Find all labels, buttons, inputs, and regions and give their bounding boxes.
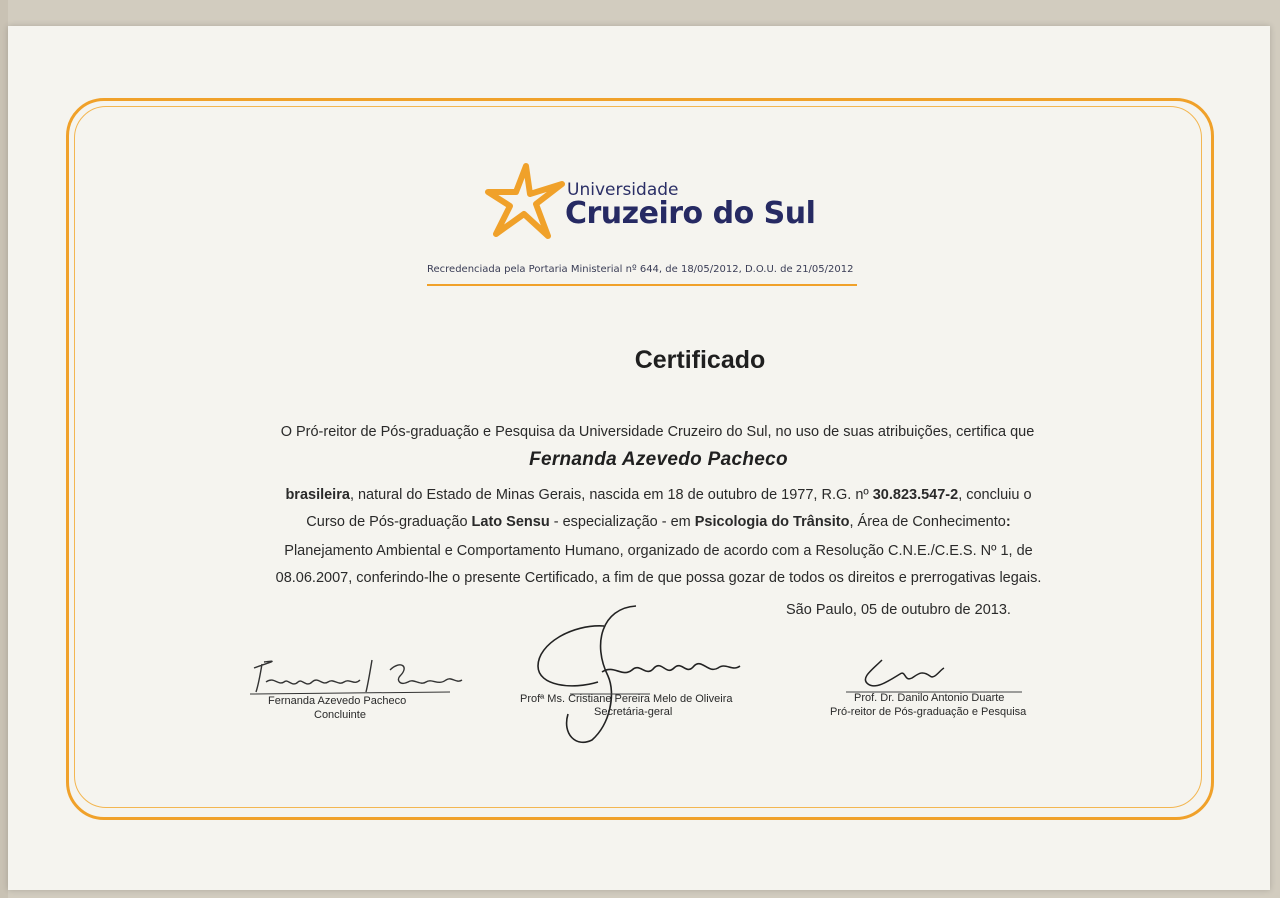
lato-sensu: Lato Sensu — [471, 514, 550, 530]
intro-text: O Pró-reitor de Pós-graduação e Pesquisa da Universidade Cruzeiro do Sul, no uso de suas atribuições, certifica que — [280, 424, 1035, 440]
specialization-text: - especialização - em — [549, 514, 695, 530]
signature-role-prorector: Pró-reitor de Pós-graduação e Pesquisa — [830, 706, 1027, 718]
recipient-name: Fernanda Azevedo Pacheco — [529, 449, 788, 470]
place-date: São Paulo, 05 de outubro de 2013. — [786, 602, 1011, 618]
nationality: brasileira — [285, 487, 350, 503]
accreditation-underline — [427, 284, 857, 286]
signature-graduate — [250, 656, 465, 698]
course-prefix: Curso de Pós-graduação — [306, 514, 472, 530]
body-line-3: Planejamento Ambiental e Comportamento Humano, organizado de acordo com a Resolução C.N.E./C.E.S. Nº 1, de — [284, 543, 1033, 559]
certificate-title: Certificado — [634, 346, 766, 374]
signature-prorector — [846, 656, 1026, 696]
body-line-2 — [0, 514, 1280, 530]
signature-role-secretary: Secretária-geral — [594, 706, 673, 718]
logo-university-label: Universidade — [567, 180, 679, 200]
concluded-text: , concluiu o — [958, 487, 1032, 503]
signature-name-graduate: Fernanda Azevedo Pacheco — [268, 695, 407, 707]
star-logo-icon — [486, 164, 564, 240]
birth-details: , natural do Estado de Minas Gerais, nascida em 18 de outubro de 1977, R.G. nº — [349, 487, 873, 503]
body-line-1 — [0, 487, 1280, 503]
body-line-4: 08.06.2007, conferindo-lhe o presente Certificado, a fim de que possa gozar de todos os direitos e prerrogativas legais. — [275, 570, 1042, 586]
rg-number: 30.823.547-2 — [872, 487, 959, 503]
signature-secretary — [532, 604, 747, 744]
logo-university-name: Cruzeiro do Sul — [565, 196, 816, 231]
course-name: Psicologia do Trânsito — [694, 514, 850, 530]
signature-name-secretary: Profª Ms. Cristiane Pereira Melo de Oliveira — [520, 693, 733, 705]
signature-name-prorector: Prof. Dr. Danilo Antonio Duarte — [854, 692, 1005, 704]
knowledge-area-label: , Área de Conhecimento — [849, 514, 1006, 530]
colon: : — [1005, 514, 1011, 530]
signature-role-graduate: Concluinte — [314, 709, 366, 721]
accreditation-text: Recredenciada pela Portaria Ministerial nº 644, de 18/05/2012, D.O.U. de 21/05/2012 — [427, 264, 854, 275]
